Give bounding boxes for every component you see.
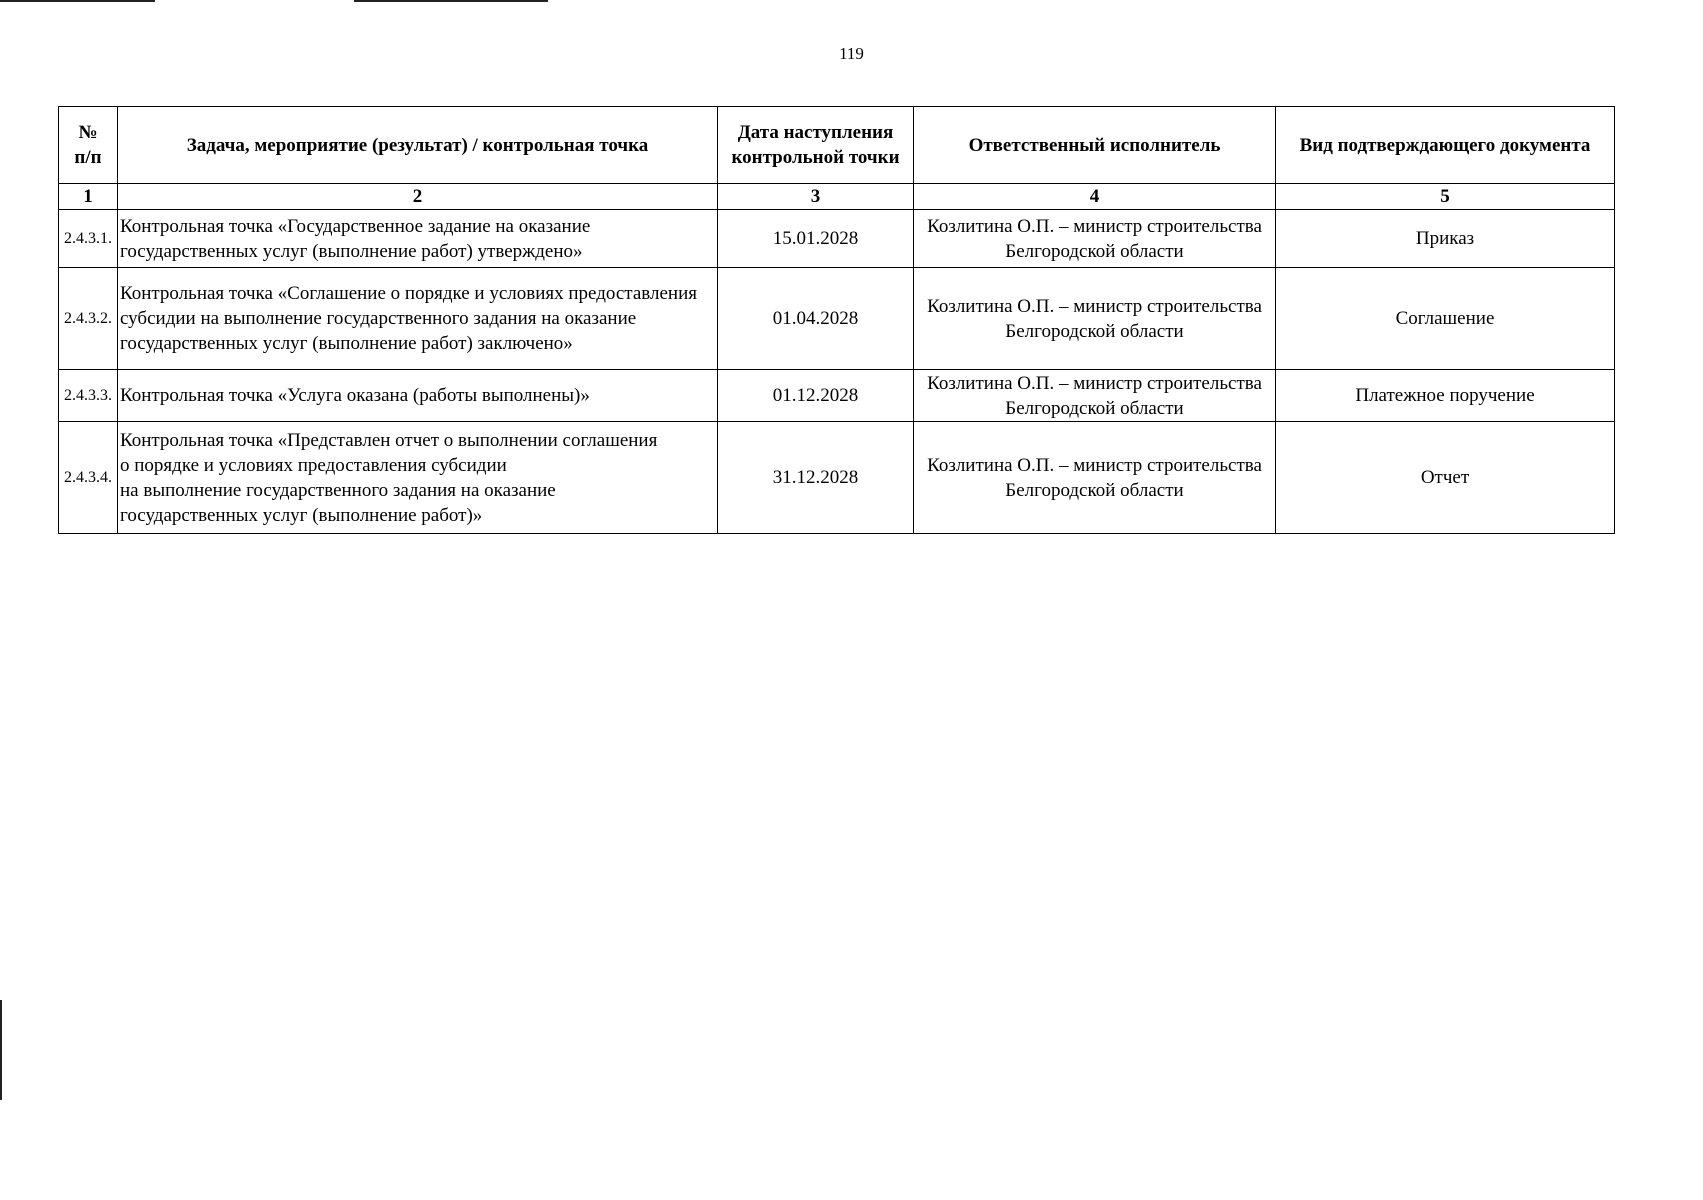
row-number: 2.4.3.3. [59,370,118,422]
row-number: 2.4.3.4. [59,422,118,534]
row-task: Контрольная точка «Соглашение о порядке и условиях предоставления субсидии на выполнение государственного задания на оказание государственных услуг (выполнение работ) заключено» [118,268,718,370]
scan-edge-line-top-center [354,0,548,2]
row-task-line: Контрольная точка «Представлен отчет о выполнении соглашения [120,429,658,451]
row-document: Платежное поручение [1276,370,1615,422]
header-task: Задача, мероприятие (результат) / контрольная точка [118,107,718,184]
column-number: 4 [914,184,1276,210]
page-number: 119 [839,44,864,63]
table-row [59,422,1615,534]
table-row [59,268,1615,370]
row-number: 2.4.3.1. [59,210,118,268]
header-date: Дата наступления контрольной точки [718,107,914,184]
table-row [59,210,1615,268]
row-executor: Козлитина О.П. – министр строительства Белгородской области [914,268,1276,370]
row-date: 31.12.2028 [718,422,914,534]
table-header-row [59,107,1615,184]
column-number: 5 [1276,184,1615,210]
row-document: Соглашение [1276,268,1615,370]
row-date: 01.12.2028 [718,370,914,422]
header-number: № п/п [59,107,118,184]
row-task-line: о порядке и условиях предоставления субсидии [120,454,507,476]
column-number: 1 [59,184,118,210]
row-executor: Козлитина О.П. – министр строительства Белгородской области [914,422,1276,534]
row-date: 15.01.2028 [718,210,914,268]
row-date: 01.04.2028 [718,268,914,370]
row-number: 2.4.3.2. [59,268,118,370]
table-row [59,370,1615,422]
row-executor: Козлитина О.П. – министр строительства Белгородской области [914,370,1276,422]
column-numbers-row [59,184,1615,210]
row-task: Контрольная точка «Государственное задание на оказание государственных услуг (выполнение работ) утверждено» [118,210,718,268]
header-document: Вид подтверждающего документа [1276,107,1615,184]
row-task: Контрольная точка «Услуга оказана (работы выполнены)» [118,370,718,422]
column-number: 3 [718,184,914,210]
row-document: Отчет [1276,422,1615,534]
row-task [118,422,718,534]
scan-edge-line-left [0,1000,2,1100]
header-executor: Ответственный исполнитель [914,107,1276,184]
control-points-table [58,106,1615,534]
row-task-line: на выполнение государственного задания на оказание [120,479,556,501]
row-document: Приказ [1276,210,1615,268]
row-executor: Козлитина О.П. – министр строительства Белгородской области [914,210,1276,268]
column-number: 2 [118,184,718,210]
row-task-line: государственных услуг (выполнение работ)» [120,504,483,526]
scan-edge-line-top-left [0,0,155,2]
